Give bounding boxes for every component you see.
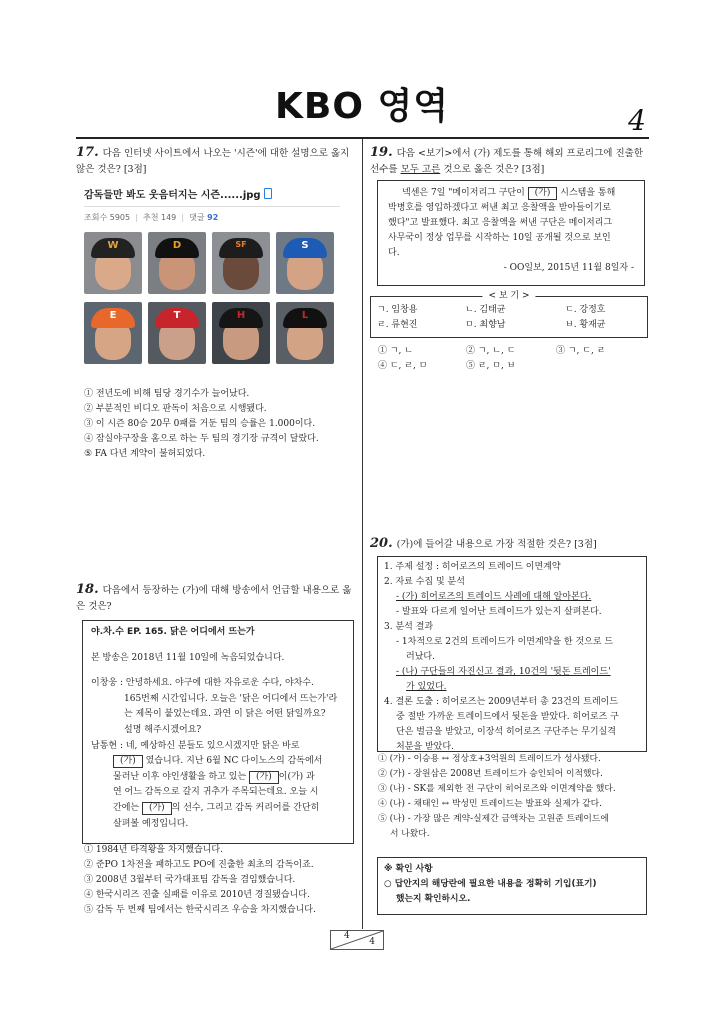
transcript-line: 물러난 이후 야인생활을 하고 있는 (가) 이(가) 과 [113, 771, 315, 782]
news-line: 박병호를 영입하겠다고 써낸 최고 응찰액을 받아들이기로 [388, 203, 611, 213]
manager-photo: L [276, 302, 334, 364]
q20-stem [370, 536, 650, 553]
bogi-item: ㄴ. 김태균 [465, 305, 506, 315]
comments-label: 댓글 [189, 213, 205, 222]
report-line: 중 절반 가까운 트레이드에서 뒷돈을 받았다. 히어로즈 구 [396, 712, 619, 722]
q19-options [378, 344, 648, 374]
manager-photo: SF [212, 232, 270, 294]
transcript-line: (가) 였습니다. 지난 6월 NC 다이노스의 감독에서 [91, 754, 345, 770]
option[interactable]: ② ㄱ, ㄴ, ㄷ [466, 346, 516, 356]
q18-transcript-box [82, 620, 354, 844]
transcript-line: 남통현 : 네, 예상하신 분들도 있으시겠지만 닭은 바로 [91, 740, 300, 751]
comments-count: 92 [207, 213, 219, 222]
news-source: - OO일보, 2015년 11월 8일자 - [503, 263, 634, 273]
bogi-label: < 보 기 > [482, 289, 535, 304]
report-line: 러났다. [406, 652, 435, 662]
option[interactable]: ① ㄱ, ㄴ [378, 346, 413, 356]
transcript-line: 이창웅 : 안녕하세요. 야구에 대한 자유로운 수다, 야차수. [91, 678, 314, 689]
footer-slash [331, 931, 383, 949]
manager-photo-grid [84, 232, 340, 370]
manager-photo: W [84, 232, 142, 294]
page-number: 4 [628, 104, 646, 137]
report-line: 단은 벌금을 받았고, 이장석 히어로즈 구단주는 무기실격 [396, 727, 616, 737]
option[interactable]: ④ ㄷ, ㄹ, ㅁ [378, 361, 428, 371]
option[interactable]: ③ (나) - SK를 제외한 전 구단이 히어로즈와 이면계약을 했다. [378, 784, 616, 794]
q17-options [84, 387, 360, 462]
option[interactable]: ③ ㄱ, ㄷ, ㄹ [556, 346, 606, 356]
q20-report-box [377, 556, 647, 752]
q20-number: 20. [370, 536, 393, 551]
report-line: - (나) 구단들의 자진신고 결과, 10건의 '뒷돈 트레이드' [396, 667, 611, 677]
transcript-line: 간에는 (가) 의 선수, 그리고 감독 커리어를 간단히 [113, 802, 320, 813]
report-line: - 1차적으로 2건의 트레이드가 이면계약을 한 것으로 드 [396, 637, 614, 647]
report-line: - (가) 히어로즈의 트레이드 사례에 대해 알아본다. [396, 592, 592, 602]
news-line: 넥센은 7일 "메이저리그 구단이 (가) 시스템을 통해 [402, 188, 616, 198]
report-line: 1. 주제 설정 : 히어로즈의 트레이드 이면계약 [384, 562, 561, 572]
q19-bogi-box [370, 291, 648, 338]
report-line: 2. 자료 수집 및 분석 [384, 577, 465, 587]
option[interactable]: ⑤ FA 다년 계약이 불허되었다. [84, 449, 206, 459]
q18-options [84, 843, 360, 918]
option[interactable]: ⑤ ㄹ, ㅁ, ㅂ [466, 361, 516, 371]
manager-photo: D [148, 232, 206, 294]
manager-photo: S [276, 232, 334, 294]
option[interactable]: ① (가) - 이승용 ↔ 정상호+3억원의 트레이드가 성사됐다. [378, 754, 601, 764]
bogi-item: ㄱ. 임창용 [377, 305, 418, 315]
option[interactable]: ② 부분적인 비디오 판독이 처음으로 시행됐다. [84, 404, 267, 414]
notice-box [377, 857, 647, 915]
option[interactable]: ① 1984년 타격왕을 차지했습니다. [84, 845, 223, 855]
notice-title: ※ 확인 사항 [384, 864, 433, 874]
option[interactable]: ④ 한국시리즈 진출 실패를 이유로 2010년 경질됐습니다. [84, 890, 310, 900]
notice-line: ○ 답안지의 해당란에 필요한 내용을 정확히 기입(표기) [384, 879, 597, 889]
bogi-item: ㅂ. 황재균 [565, 320, 606, 330]
footer-total: 4 [369, 937, 375, 947]
option[interactable]: ⑤ (나) - 가장 많은 계약-실제간 금액차는 고원준 트레이드에 [378, 814, 609, 824]
column-divider [362, 139, 363, 929]
option-continuation: 서 나왔다. [390, 829, 430, 839]
section-title: KBO 영역 [274, 86, 450, 127]
q19-news-box [377, 180, 645, 286]
option[interactable]: ② 준PO 1차전을 패하고도 PO에 진출한 최초의 감독이죠. [84, 860, 314, 870]
transcript-line: 설명 해주시겠어요? [124, 724, 202, 735]
views-count: 조회수 5905 [84, 213, 131, 222]
q17-stem [76, 145, 358, 178]
blank-ga: (가) [142, 802, 172, 815]
report-line: 가 있었다. [406, 682, 447, 692]
report-line: - 발표와 다르게 일어난 트레이드가 있는지 살펴본다. [396, 607, 602, 617]
option[interactable]: ② (가) - 장원삼은 2008년 트레이드가 승인되어 이적했다. [378, 769, 603, 779]
transcript-line: 살펴볼 예정입니다. [113, 818, 189, 829]
option[interactable]: ④ (나) - 채태인 ↔ 박성민 트레이드는 발표와 실제가 같다. [378, 799, 602, 809]
manager-photo: E [84, 302, 142, 364]
recommend-count: 추천 149 [142, 213, 177, 222]
bogi-item: ㄷ. 강정호 [565, 305, 606, 315]
manager-photo: T [148, 302, 206, 364]
news-line: 했다"고 발표했다. 최고 응찰액을 써낸 구단은 메이저리그 [388, 218, 613, 228]
news-line: 다. [388, 248, 400, 258]
q20-options [378, 752, 652, 842]
bogi-item: ㄹ. 류현진 [377, 320, 418, 330]
option[interactable]: ⑤ 감독 두 번째 팀에서는 한국시리즈 우승을 차지했습니다. [84, 905, 316, 915]
q18-stem-text: 다음에서 등장하는 (가)에 대해 방송에서 언급할 내용으로 옳은 것은? [76, 585, 352, 612]
blank-ga: (가) [528, 187, 558, 200]
q17-number: 17. [76, 145, 99, 160]
q17-post-card [84, 186, 340, 382]
notice-line: 했는지 확인하시오. [396, 894, 471, 904]
report-line: 처분을 받았다. [396, 742, 454, 752]
phone-icon [264, 188, 272, 199]
blank-ga: (가) [249, 771, 279, 784]
post-stats: 조회수 5905 | 추천 149 | 댓글 92 [84, 213, 219, 222]
transcript-line: 165번째 시간입니다. 오늘은 '닭은 어디에서 뜨는가'라 [124, 693, 338, 704]
report-line: 3. 분석 결과 [384, 622, 434, 632]
transcript-title: 야.차.수 EP. 165. 닭은 어디에서 뜨는가 [91, 627, 255, 637]
option[interactable]: ③ 2008년 3월부터 국가대표팀 감독을 겸임했습니다. [84, 875, 296, 885]
option[interactable]: ① 전년도에 비해 팀당 경기수가 늘어났다. [84, 389, 250, 399]
q19-number: 19. [370, 145, 393, 160]
q20-stem-text: (가)에 들어갈 내용으로 가장 적절한 것은? [3점] [396, 539, 597, 550]
emphasis-all: 모두 고른 [400, 164, 441, 175]
transcript-line: 는 제목이 붙었는데요. 과연 이 닭은 어떤 닭일까요? [124, 709, 326, 720]
manager-photo: H [212, 302, 270, 364]
transcript-line: 연 어느 감독으로 갈지 귀추가 주목되는데요. 오늘 시 [113, 787, 319, 798]
post-divider [84, 206, 340, 207]
report-line: 4. 결론 도출 : 히어로즈는 2009년부터 총 23건의 트레이드 [384, 697, 619, 707]
option[interactable]: ③ 이 시즌 80승 20무 0패를 거둔 팀의 승률은 1.000이다. [84, 419, 316, 429]
footer-page-box [330, 930, 384, 950]
q17-stem-text: 다음 인터넷 사이트에서 나오는 '시즌'에 대한 설명으로 옳지 않은 것은? [3점] [76, 148, 350, 175]
q19-stem: 19. 다음 <보기>에서 (가) 제도를 통해 해외 프로리그에 진출한 선수를 모두 고른 것으로 옳은 것은? [3점] [370, 145, 643, 175]
transcript-intro: 본 방송은 2018년 11월 10일에 녹음되었습니다. [91, 652, 285, 663]
bogi-item: ㅁ. 최향남 [465, 320, 506, 330]
q18-number: 18. [76, 582, 99, 597]
blank-ga: (가) [113, 755, 143, 768]
q18-stem [76, 582, 358, 615]
footer-page: 4 [344, 931, 350, 941]
option[interactable]: ④ 잠실야구장을 홈으로 하는 두 팀의 경기장 규격이 달랐다. [84, 434, 319, 444]
news-line: 사무국이 정상 업무를 시작하는 10일 공개될 것으로 보인 [388, 233, 611, 243]
post-title: 감독들만 봐도 웃음터지는 시즌......jpg [84, 186, 340, 201]
